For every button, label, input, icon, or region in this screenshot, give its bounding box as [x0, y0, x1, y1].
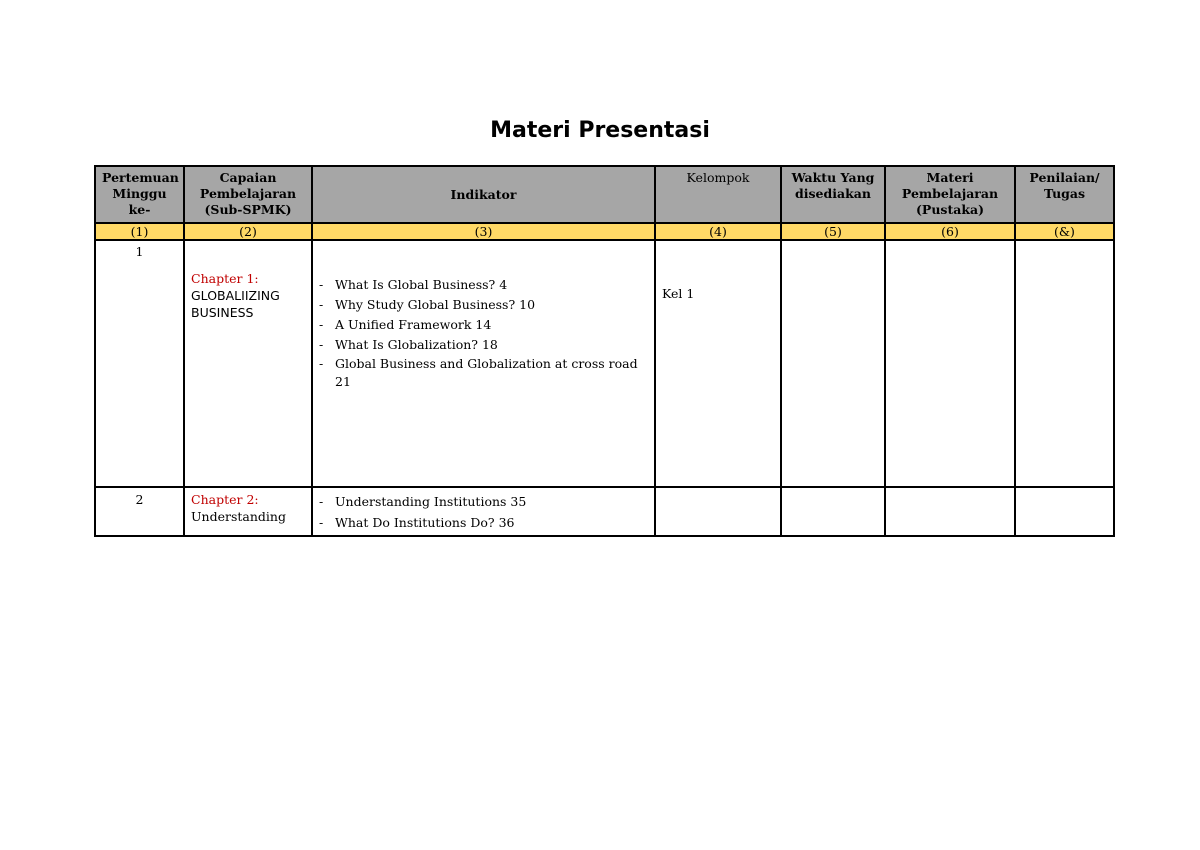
indicator-item: - A Unified Framework 14 [319, 315, 648, 335]
week-cell: 1 [95, 240, 184, 487]
table-row [95, 487, 1114, 536]
header-row [95, 166, 1114, 223]
material-cell [885, 487, 1015, 536]
header-group: Kelompok [655, 166, 781, 223]
time-cell [781, 487, 885, 536]
header-week: Pertemuan Minggu ke- [95, 166, 184, 223]
indicator-list [319, 275, 648, 391]
column-number: (3) [312, 223, 655, 240]
column-number: (6) [885, 223, 1015, 240]
group-cell [655, 487, 781, 536]
column-number: (1) [95, 223, 184, 240]
table-row [95, 240, 1114, 487]
chapter-label: Chapter 2: [191, 492, 259, 507]
indicator-list [319, 491, 648, 533]
week-cell: 2 [95, 487, 184, 536]
column-number-row [95, 223, 1114, 240]
material-cell [885, 240, 1015, 487]
chapter-title: GLOBALIIZING BUSINESS [191, 288, 280, 320]
indicator-item: - Why Study Global Business? 10 [319, 295, 648, 315]
assessment-cell [1015, 487, 1114, 536]
indicator-cell [312, 240, 655, 487]
group-value: Kel 1 [662, 286, 695, 301]
time-cell [781, 240, 885, 487]
presentation-table [94, 165, 1115, 537]
indicator-item: - What Is Global Business? 4 [319, 275, 648, 295]
indicator-item: - What Do Institutions Do? 36 [319, 512, 648, 533]
indicator-item: - Understanding Institutions 35 [319, 491, 648, 512]
header-indicator: Indikator [312, 166, 655, 223]
header-assessment: Penilaian/ Tugas [1015, 166, 1114, 223]
assessment-cell [1015, 240, 1114, 487]
learning-outcome-cell [184, 240, 312, 487]
page-title: Materi Presentasi [490, 118, 710, 143]
chapter-label: Chapter 1: [191, 271, 259, 286]
learning-outcome-cell [184, 487, 312, 536]
header-material: Materi Pembelajaran (Pustaka) [885, 166, 1015, 223]
header-learning-outcome: Capaian Pembelajaran (Sub-SPMK) [184, 166, 312, 223]
group-cell [655, 240, 781, 487]
column-number: (5) [781, 223, 885, 240]
indicator-cell [312, 487, 655, 536]
column-number: (4) [655, 223, 781, 240]
header-time: Waktu Yang disediakan [781, 166, 885, 223]
indicator-item: - What Is Globalization? 18 [319, 335, 648, 355]
indicator-item: - Global Business and Globalization at cross road 21 [319, 355, 648, 391]
column-number: (&) [1015, 223, 1114, 240]
chapter-title: Understanding [191, 509, 286, 524]
column-number: (2) [184, 223, 312, 240]
